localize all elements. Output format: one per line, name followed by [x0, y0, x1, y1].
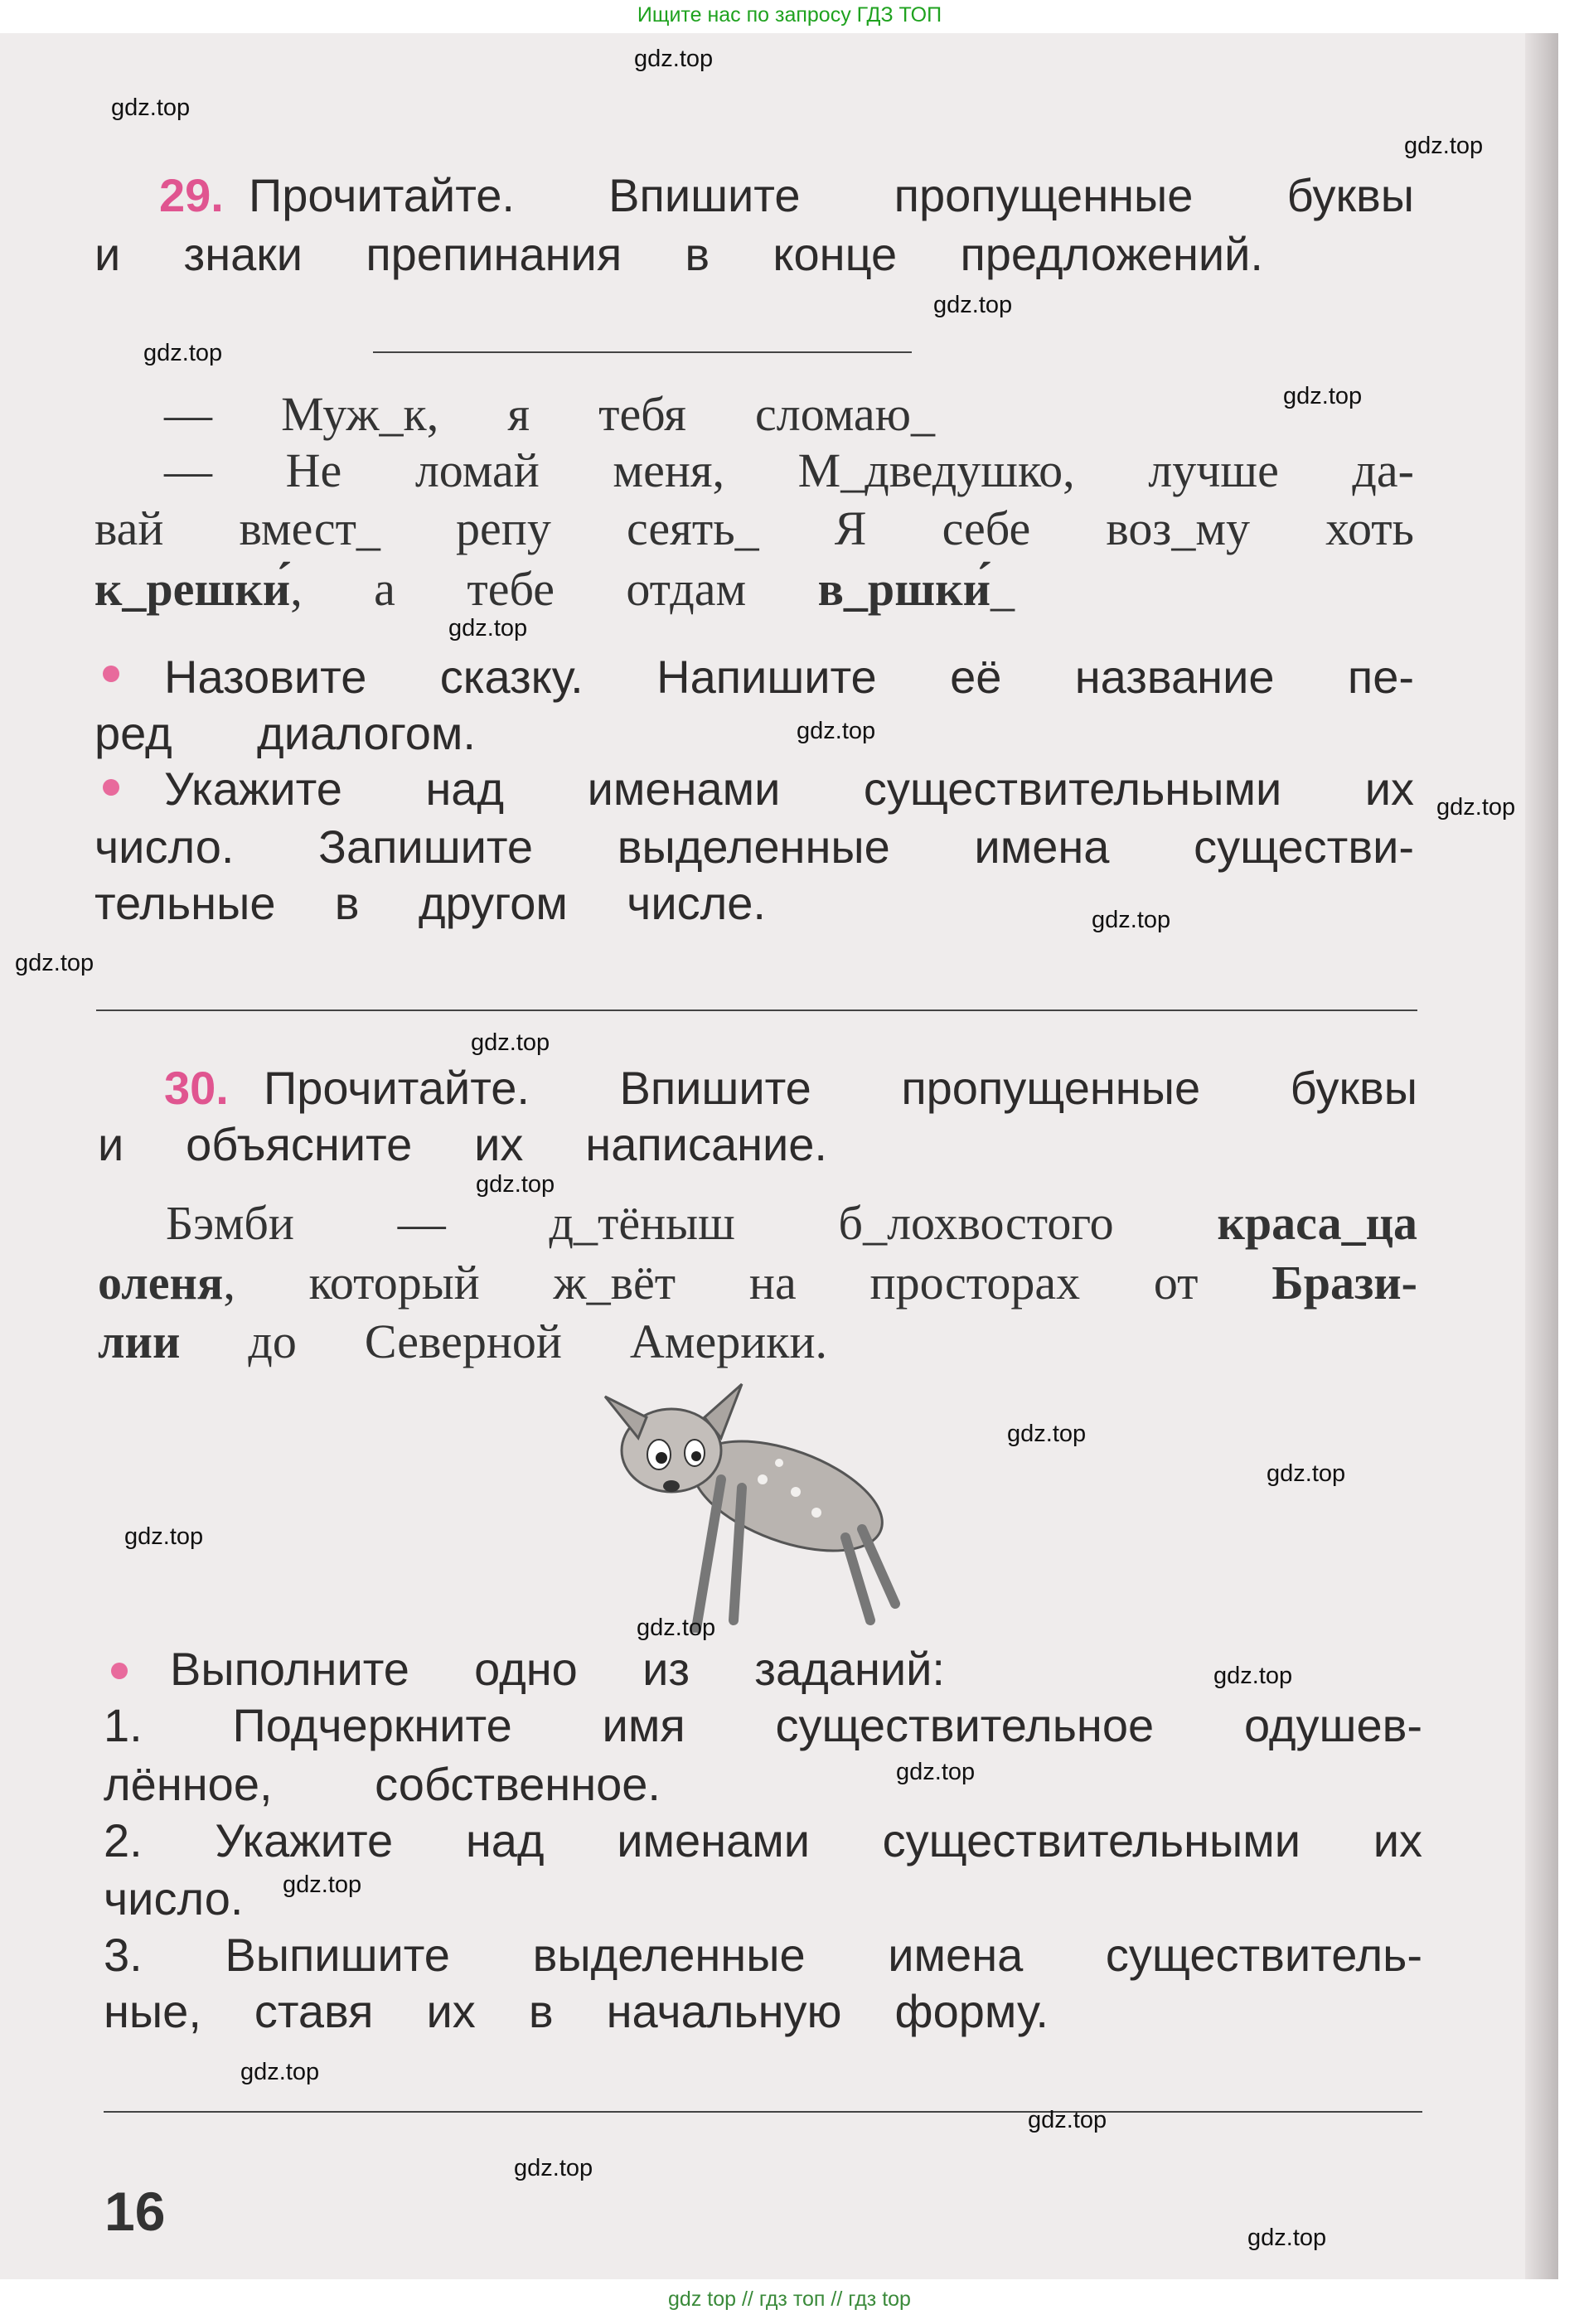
watermark-text: gdz.top	[124, 1523, 204, 1550]
dialog-line	[94, 501, 1414, 555]
text-segment: ред диалогом.	[94, 707, 476, 759]
bold-word: оленя	[98, 1256, 224, 1310]
watermark-text: gdz.top	[15, 950, 94, 976]
answer-line[interactable]	[373, 351, 912, 353]
page-number: 16	[104, 2181, 166, 2242]
task-line	[104, 1760, 661, 1809]
watermark-text: gdz.top	[240, 2059, 320, 2085]
watermark-text: gdz.top	[797, 718, 876, 744]
text-segment: лённое, собственное.	[104, 1758, 661, 1810]
text-segment: до Северной Америки.	[180, 1315, 827, 1368]
answer-line[interactable]	[104, 2111, 1422, 2113]
bold-word: к_решки́	[94, 562, 291, 616]
bambi-fawn-illustration	[597, 1380, 920, 1633]
ex29-line	[249, 171, 1414, 220]
watermark-text: gdz.top	[448, 615, 528, 642]
text-segment: _	[991, 562, 1015, 616]
ex29-line	[94, 230, 1263, 279]
text-segment: Прочитайте. Впишите пропущенные буквы	[249, 169, 1414, 221]
text-segment: Выполните одно из заданий:	[170, 1643, 945, 1695]
bold-word: Брази-	[1271, 1256, 1417, 1310]
text-segment: Бэмби — д_тёныш б_лохвостого	[166, 1196, 1218, 1250]
text-segment: — Муж_к, я тебя сломаю_	[164, 387, 935, 441]
watermark-text: gdz.top	[283, 1871, 362, 1898]
task-line	[104, 1930, 1422, 1980]
text-segment: , а тебе отдам	[290, 562, 818, 616]
watermark-text: gdz.top	[471, 1029, 550, 1056]
bold-word: в_ршки́	[817, 562, 991, 616]
text-segment: число.	[104, 1872, 244, 1925]
text-segment: Прочитайте. Впишите пропущенные буквы	[264, 1062, 1417, 1114]
text-segment: 2. Укажите над именами существительными их	[104, 1814, 1422, 1866]
bold-word: краса_ца	[1217, 1196, 1417, 1250]
bullet-icon	[103, 666, 119, 682]
watermark-text: gdz.top	[634, 46, 714, 72]
ex30-line	[98, 1120, 827, 1169]
task-line	[104, 1874, 269, 1924]
text-segment: и знаки препинания в конце предложений.	[94, 228, 1263, 280]
answer-line[interactable]	[96, 1009, 1417, 1011]
ex30-line	[264, 1063, 1417, 1113]
watermark-text: gdz.top	[1007, 1421, 1087, 1447]
watermark-text: gdz.top	[1028, 2107, 1107, 2133]
watermark-text: gdz.top	[1404, 133, 1484, 159]
watermark-text: gdz.top	[1436, 794, 1516, 821]
text-line	[166, 1198, 1417, 1248]
text-segment: вай вмест_ репу сеять_ Я себе воз_му хоть	[94, 501, 1414, 555]
dialog-line	[164, 443, 1414, 497]
text-segment: число. Запишите выделенные имена существи-	[94, 821, 1414, 873]
watermark-text: gdz.top	[514, 2155, 593, 2181]
task-line	[104, 1816, 1422, 1866]
text-segment: 1. Подчеркните имя существительное одушев-	[104, 1699, 1422, 1751]
task-line	[104, 1701, 1422, 1750]
watermark-text: gdz.top	[476, 1171, 555, 1198]
watermark-text: gdz.top	[1247, 2225, 1327, 2251]
text-segment: тельные в другом числе.	[94, 877, 766, 929]
bullet-icon	[103, 779, 119, 796]
text-segment: , который ж_вёт на просторах от	[223, 1256, 1272, 1310]
task-line	[170, 1644, 945, 1694]
watermark-text: gdz.top	[933, 292, 1013, 318]
watermark-text: gdz.top	[896, 1759, 976, 1785]
task-line	[94, 709, 476, 758]
watermark-text: gdz.top	[1267, 1460, 1346, 1487]
watermark-text: gdz.top	[1283, 383, 1363, 409]
task-line	[94, 822, 1414, 872]
page-edge-shadow	[1525, 33, 1558, 2279]
watermark-text: gdz.top	[1092, 907, 1171, 933]
watermark-text: gdz.top	[143, 340, 223, 366]
text-segment: — Не ломай меня, М_дведушко, лучше да-	[164, 443, 1414, 497]
text-segment: 3. Выпишите выделенные имена существитель-	[104, 1929, 1422, 1981]
ex29-number: 29.	[159, 169, 224, 221]
text-segment: Укажите над именами существительными их	[164, 763, 1414, 815]
watermark-text: gdz.top	[111, 94, 191, 121]
task-line	[94, 879, 766, 928]
task-line	[104, 1987, 1049, 2036]
text-line	[98, 1317, 827, 1367]
text-segment: и объясните их написание.	[98, 1118, 827, 1170]
dialog-line	[164, 387, 935, 441]
text-segment: Назовите сказку. Напишите её название пе-	[164, 651, 1414, 703]
ex30-number: 30.	[164, 1062, 229, 1114]
bullet-icon	[111, 1663, 128, 1679]
watermark-text: gdz.top	[1213, 1663, 1293, 1689]
footer-links[interactable]: gdz top // гдз топ // гдз top	[668, 2288, 911, 2311]
task-line	[164, 764, 1414, 814]
search-banner[interactable]: Ищите нас по запросу ГДЗ ТОП	[637, 3, 942, 27]
bold-word: лии	[98, 1315, 181, 1368]
dialog-line	[94, 564, 1015, 614]
watermark-text: gdz.top	[637, 1615, 716, 1641]
text-line	[98, 1258, 1417, 1308]
text-segment: ные, ставя их в начальную форму.	[104, 1985, 1049, 2037]
task-line	[164, 652, 1414, 702]
